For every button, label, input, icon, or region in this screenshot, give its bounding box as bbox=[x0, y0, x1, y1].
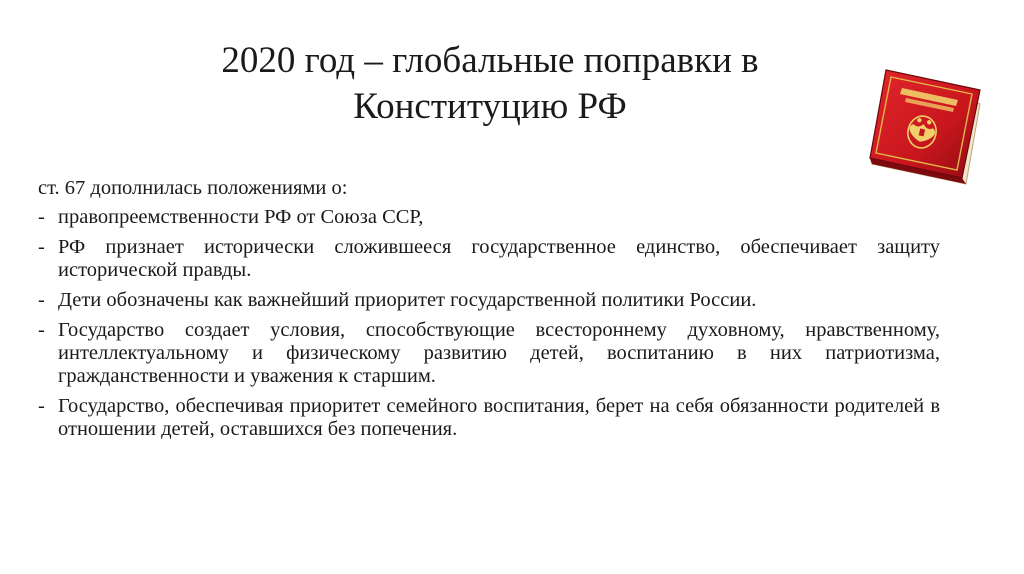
bullet-dash: - bbox=[38, 319, 45, 341]
list-item-text: РФ признает исторически сложившееся государственное единство, обеспечивает защиту исторической правды. bbox=[58, 236, 940, 281]
slide-body bbox=[38, 177, 940, 448]
list-item-text: Государство создает условия, способствующие всестороннему духовному, нравственному, интеллектуальному и физическому развитию детей, воспитанию в них патриотизма, гражданственности и уважения к старшим. bbox=[58, 319, 940, 387]
bullet-dash: - bbox=[38, 395, 45, 417]
list-item bbox=[38, 206, 940, 229]
slide-title bbox=[120, 38, 860, 130]
list-item-text: правопреемственности РФ от Союза ССР, bbox=[58, 206, 424, 228]
title-line-2: Конституцию РФ bbox=[353, 86, 627, 127]
constitution-book-icon bbox=[862, 66, 988, 186]
bullet-dash: - bbox=[38, 206, 45, 228]
list-item bbox=[38, 395, 940, 441]
intro-text: ст. 67 дополнилась положениями о: bbox=[38, 177, 348, 199]
list-item-text: Дети обозначены как важнейший приоритет государственной политики России. bbox=[58, 289, 757, 311]
list-item bbox=[38, 289, 940, 312]
list-item-text: Государство, обеспечивая приоритет семейного воспитания, берет на себя обязанности родителей в отношении детей, оставшихся без попечения. bbox=[58, 395, 940, 440]
title-line-1: 2020 год – глобальные поправки в bbox=[221, 40, 759, 81]
list-item bbox=[38, 319, 940, 388]
list-item bbox=[38, 236, 940, 282]
bullet-dash: - bbox=[38, 236, 45, 258]
bullet-dash: - bbox=[38, 289, 45, 311]
amendment-list bbox=[38, 206, 940, 441]
